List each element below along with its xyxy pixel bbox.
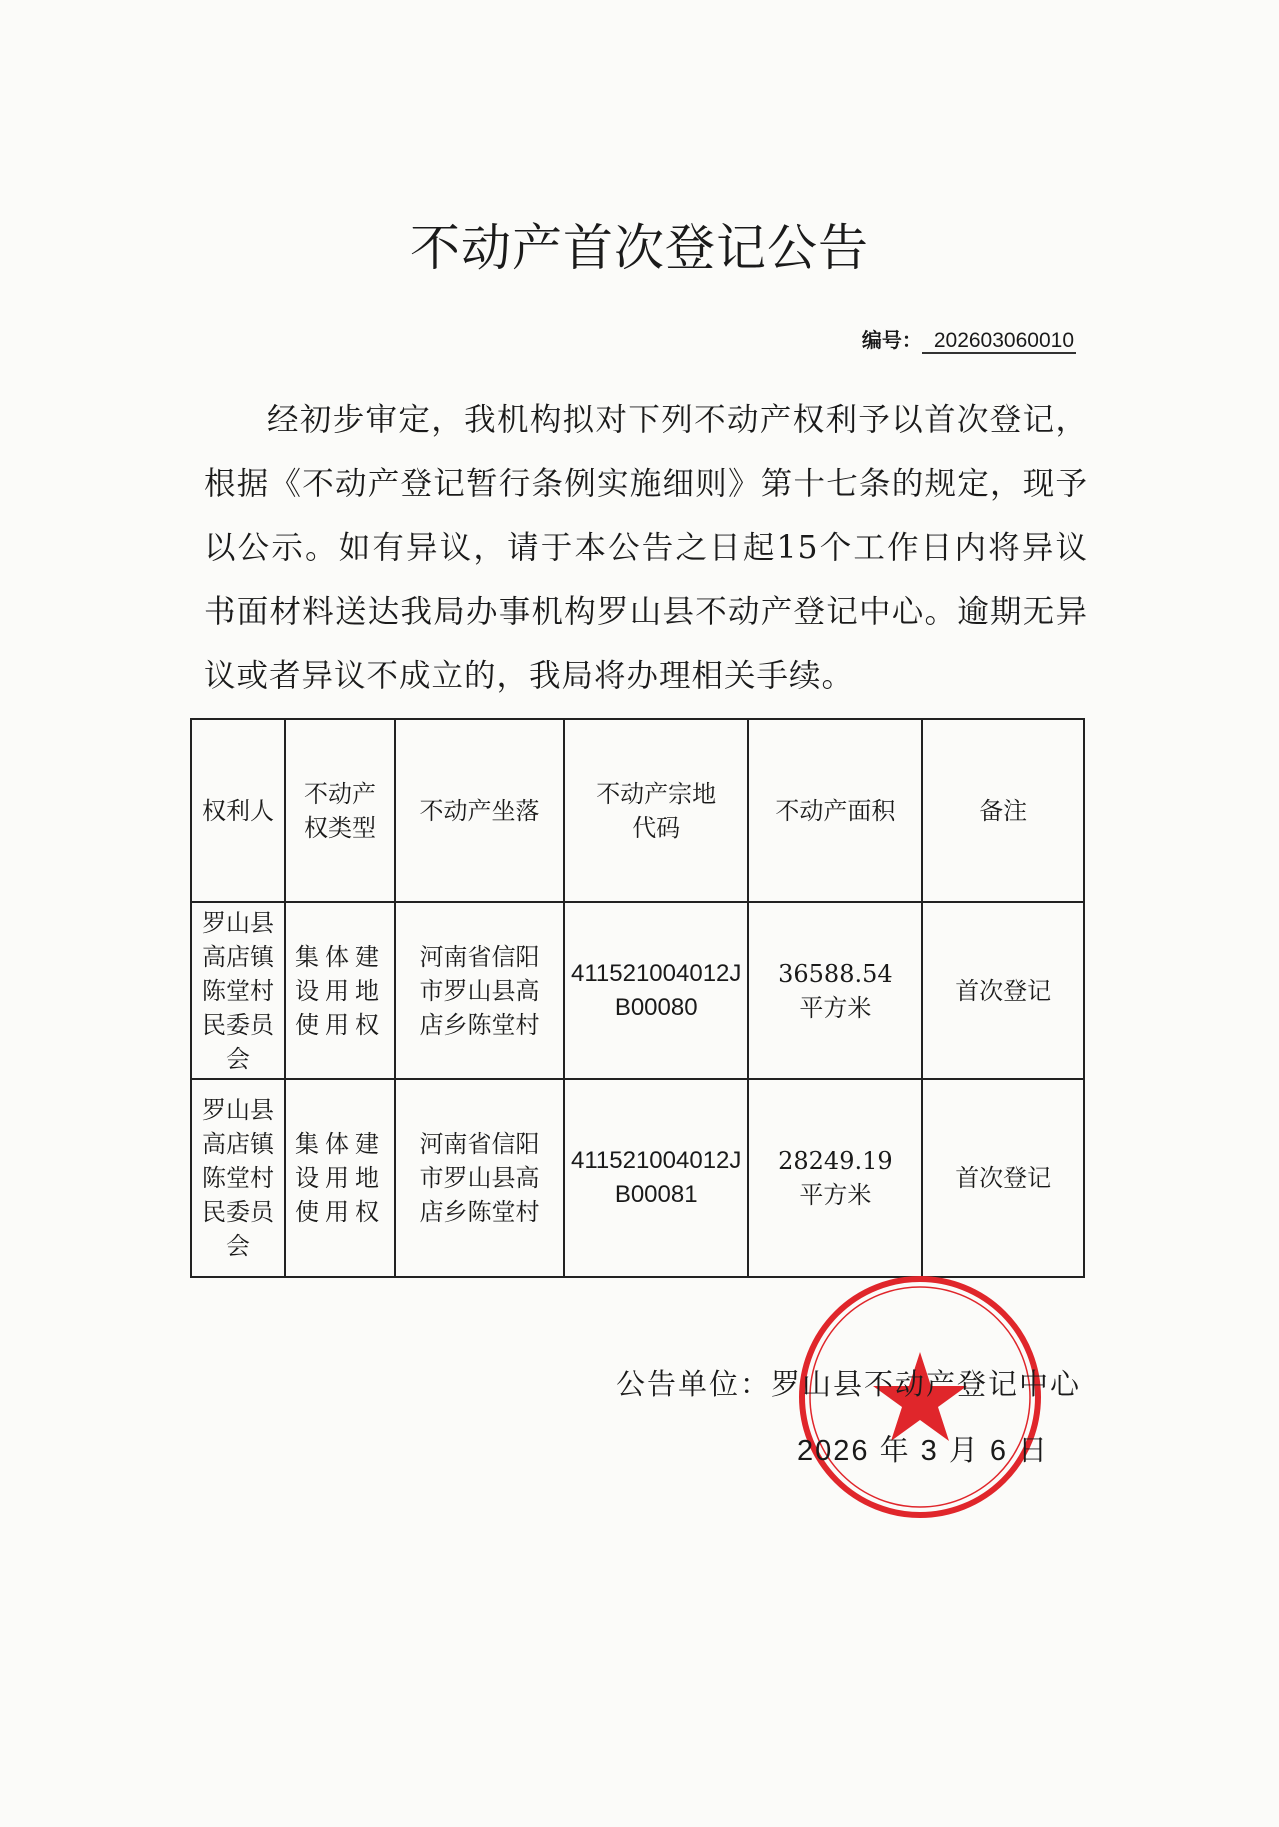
- holder-cell: 罗山县高店镇陈堂村民委员会: [191, 902, 285, 1079]
- header-holder: 权利人: [191, 719, 285, 902]
- header-remark: 备注: [922, 719, 1084, 902]
- location-cell: 河南省信阳市罗山县高店乡陈堂村: [395, 1079, 564, 1277]
- holder-cell: 罗山县高店镇陈堂村民委员会: [191, 1079, 285, 1277]
- table-row: [191, 902, 1084, 1079]
- location-cell: 河南省信阳市罗山县高店乡陈堂村: [395, 902, 564, 1079]
- property-table: [190, 718, 1085, 1278]
- area-cell: 28249.19平方米: [748, 1079, 922, 1277]
- header-location: 不动产坐落: [395, 719, 564, 902]
- right-type-cell: 集体建设用地使用权: [285, 902, 395, 1079]
- remark-cell: 首次登记: [922, 1079, 1084, 1277]
- page-title: 不动产首次登记公告: [410, 219, 869, 277]
- document-number-value: 202603060010: [922, 329, 1076, 354]
- notice-body: 经初步审定，我机构拟对下列不动产权利予以首次登记，根据《不动产登记暂行条例实施细则》第十七条的规定，现予以公示。如有异议，请于本公告之日起15个工作日内将异议书面材料送达我局办事机构罗山县不动产登记中心。逾期无异议或者异议不成立的，我局将办理相关手续。: [204, 402, 1088, 694]
- document-number: [862, 324, 1076, 353]
- issue-date: 2026 年 3 月 6 日: [797, 1435, 1050, 1467]
- remark-cell: 首次登记: [922, 902, 1084, 1079]
- parcel-code-cell: 411521004012JB00081: [564, 1079, 748, 1277]
- document-number-label: 编号：: [861, 328, 922, 352]
- header-right-type: 不动产权类型: [285, 719, 395, 902]
- issuing-unit: 公告单位：罗山县不动产登记中心: [616, 1367, 1082, 1401]
- table-header-row: [191, 719, 1084, 902]
- area-cell: 36588.54平方米: [748, 902, 922, 1079]
- right-type-cell: 集体建设用地使用权: [285, 1079, 395, 1277]
- header-parcel-code: 不动产宗地代码: [564, 719, 748, 902]
- table-row: [191, 1079, 1084, 1277]
- header-area: 不动产面积: [748, 719, 922, 902]
- parcel-code-cell: 411521004012JB00080: [564, 902, 748, 1079]
